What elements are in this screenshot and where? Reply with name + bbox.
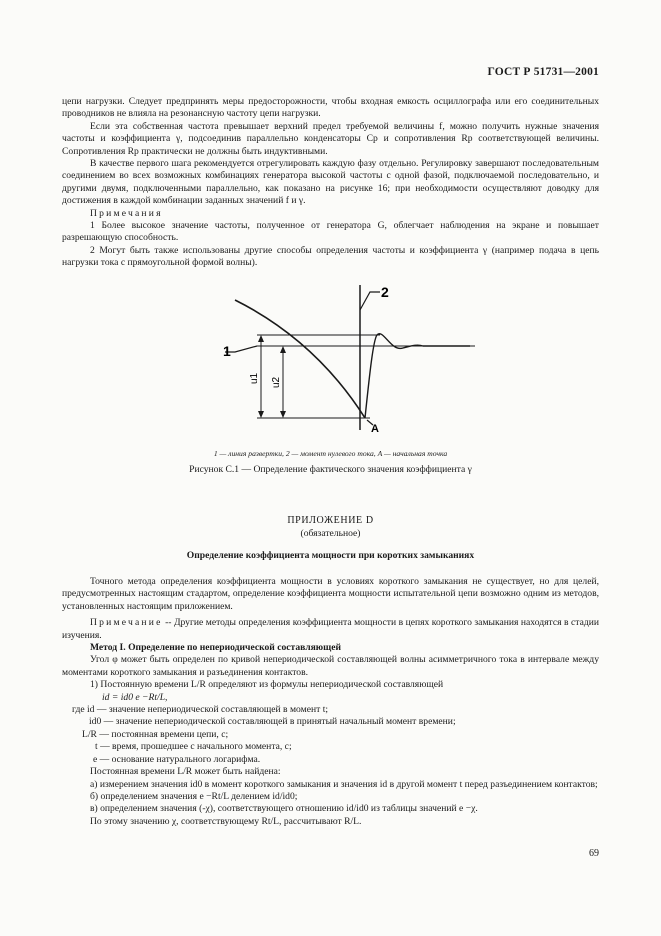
- top-text-block: [62, 96, 599, 270]
- paragraph: Постоянная времени L/R может быть найдена:: [90, 766, 281, 778]
- appendix-subtitle: (обязательное): [300, 528, 361, 539]
- leader-line-2: [360, 292, 380, 310]
- arrow-head: [258, 335, 264, 342]
- method-heading: Метод I. Определение по непериодической составляющей: [90, 642, 342, 654]
- paragraph: 1) Постоянную времени L/R определяют из формулы непериодической составляющей: [90, 679, 444, 691]
- note: 1 Более высокое значение частоты, полученное от генератора G, облегчает наблюдения на экране и повышает разрешающую способность.: [62, 220, 599, 244]
- paragraph: В качестве первого шага рекомендуется отрегулировать каждую фазу отдельно. Регулировку завершают последовательным соединением во всех возможных комбинациях генератора высокой частоты с одной фазой, подключаемой последовательно, и другими двумя, подключенными параллельно, как показано на рисунке 16; при необходимости осуществляют доводку для достижения в каждой комбинации заданных значений f и γ.: [62, 158, 599, 207]
- paragraph: цепи нагрузки. Следует предпринять меры предосторожности, чтобы входная емкость осциллографа или его соединительных проводников не влияла на резонансную частоту цепи нагрузки.: [62, 96, 599, 120]
- definition: L/R — постоянная времени цепи, с;: [82, 728, 229, 740]
- list-item: в) определением значения (-χ), соответствующего отношению id/id0 из таблицы значений e −χ.: [90, 803, 478, 815]
- appendix-title: ПРИЛОЖЕНИЕ D: [287, 515, 374, 526]
- paragraph: Если эта собственная частота превышает верхний предел требуемой величины f, можно получить нужные значения частоты и коэффициента γ, подсоединив параллельно конденсаторы Cp и сопротивления Rp соответствующей величины. Сопротивления Rp практически не должны быть индуктивными.: [62, 120, 599, 157]
- list-item: б) определением значения e −Rt/L делением id/id0;: [90, 790, 298, 802]
- label-u2: u2: [271, 376, 282, 388]
- definition: e — основание натурального логарифма.: [93, 753, 261, 765]
- figure-c1: [205, 280, 475, 440]
- label-a: A: [371, 423, 379, 435]
- standard-header: ГОСТ Р 51731—2001: [487, 66, 599, 78]
- figure-caption: Рисунок С.1 — Определение фактического значения коэффициента γ: [189, 464, 472, 475]
- paragraph: Угол φ может быть определен по кривой непериодической составляющей волны асимметричного тока в интервале между моментами короткого замыкания и разъединения контактов.: [62, 654, 599, 678]
- page-number: 69: [589, 848, 599, 859]
- label-2: 2: [381, 284, 389, 300]
- label-u1: u1: [249, 372, 260, 384]
- definition: id0 — значение непериодической составляющей в принятый начальный момент времени;: [89, 716, 456, 728]
- bottom-text-block: [62, 576, 599, 828]
- appendix-heading: Определение коэффициента мощности при коротких замыканиях: [186, 550, 475, 561]
- list-item: а) измерением значения id0 в момент короткого замыкания и значения id в другой момент t перед разъединением контактов;: [90, 778, 598, 790]
- definition: где id — значение непериодической составляющей в момент t;: [72, 704, 329, 716]
- formula: id = id0 e −Rt/L,: [102, 691, 168, 703]
- note: 2 Могут быть также использованы другие способы определения частоты и коэффициента γ (например подача в цепь нагрузки тока с прямоугольной формой волны).: [62, 244, 599, 269]
- notes-title: Примечания: [90, 207, 163, 219]
- paragraph: Точного метода определения коэффициента мощности в условиях короткого замыкания не существует, но для целей, предусмотренных настоящим стадартом, определение коэффициента мощности испытательной цепи возможно одним из методов, установленных настоящим приложением.: [62, 576, 599, 612]
- note-text: -- Другие методы определения коэффициента мощности в цепях короткого замыкания находятся в стадии изучения.: [62, 617, 599, 641]
- figure-legend: 1 — линия развертки, 2 — момент нулевого тока, A — начальная точка: [213, 449, 448, 458]
- definition: t — время, прошедшее с начального момента, с;: [95, 741, 292, 753]
- arrow-head: [258, 411, 264, 418]
- waveform-diagram: [205, 280, 475, 440]
- note-word: Примечание: [90, 617, 163, 629]
- definitions: [62, 704, 599, 766]
- arrow-head: [280, 411, 286, 418]
- note: [62, 617, 599, 642]
- paragraph: По этому значению χ, соответствующему Rt/L, рассчитывают R/L.: [90, 815, 362, 827]
- arrow-head: [280, 346, 286, 353]
- label-1: 1: [223, 343, 231, 359]
- current-curve: [235, 300, 365, 418]
